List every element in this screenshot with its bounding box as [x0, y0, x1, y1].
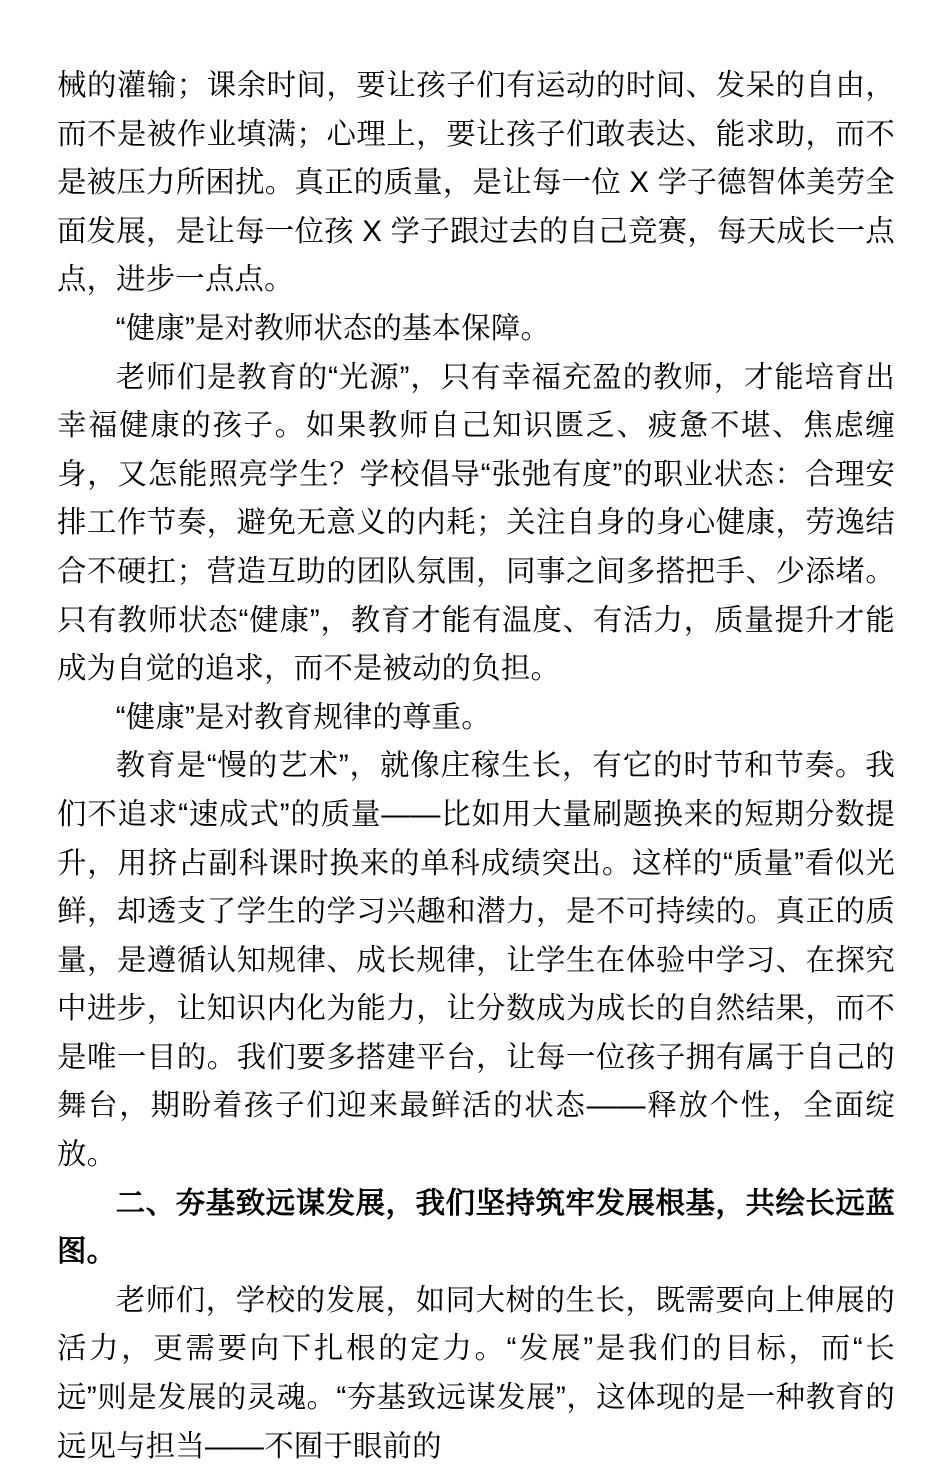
paragraph-continuation: 械的灌输；课余时间，要让孩子们有运动的时间、发呆的自由，而不是被作业填满；心理上，要让孩子们敢表达、能求助，而不是被压力所困扰。真正的质量，是让每一位 X 学子德智体美劳全面发展，是让每一位孩 X 学子跟过去的自己竞赛，每天成长一点点，进步一点点。 [57, 69, 895, 297]
paragraph-school-development: 老师们，学校的发展，如同大树的生长，既需要向上伸展的活力，更需要向下扎根的定力。“发展”是我们的目标，而“长远”则是发展的灵魂。“夯基致远谋发展”，这体现的是一种教育的远见与担当——不囿于眼前的 [57, 1283, 895, 1463]
document-body [57, 62, 895, 1471]
paragraph-health-education-law: “健康”是对教育规律的尊重。 [115, 700, 491, 734]
paragraph-teachers-light-source: 老师们是教育的“光源”，只有幸福充盈的教师，才能培育出幸福健康的孩子。如果教师自己知识匮乏、疲惫不堪、焦虑缠身，又怎能照亮学生？学校倡导“张弛有度”的职业状态：合理安排工作节奏，避免无意义的内耗；关注自身的身心健康，劳逸结合不硬扛；营造互助的团队氛围，同事之间多搭把手、少添堵。只有教师状态“健康”，教育才能有温度、有活力，质量提升才能成为自觉的追求，而不是被动的负担。 [57, 360, 895, 686]
paragraph-slow-art-of-education: 教育是“慢的艺术”，就像庄稼生长，有它的时节和节奏。我们不追求“速成式”的质量——比如用大量刷题换来的短期分数提升，用挤占副科课时换来的单科成绩突出。这样的“质量”看似光鲜，却透支了学生的学习兴趣和潜力，是不可持续的。真正的质量，是遵循认知规律、成长规律，让学生在体验中学习、在探究中进步，让知识内化为能力，让分数成为成长的自然结果，而不是唯一目的。我们要多搭建平台，让每一位孩子拥有属于自己的舞台，期盼着孩子们迎来最鲜活的状态——释放个性，全面绽放。 [57, 749, 895, 1172]
section-heading-two: 二、夯基致远谋发展，我们坚持筑牢发展根基，共绘长远蓝图。 [57, 1186, 895, 1269]
paragraph-health-teacher-state: “健康”是对教师状态的基本保障。 [115, 311, 551, 345]
